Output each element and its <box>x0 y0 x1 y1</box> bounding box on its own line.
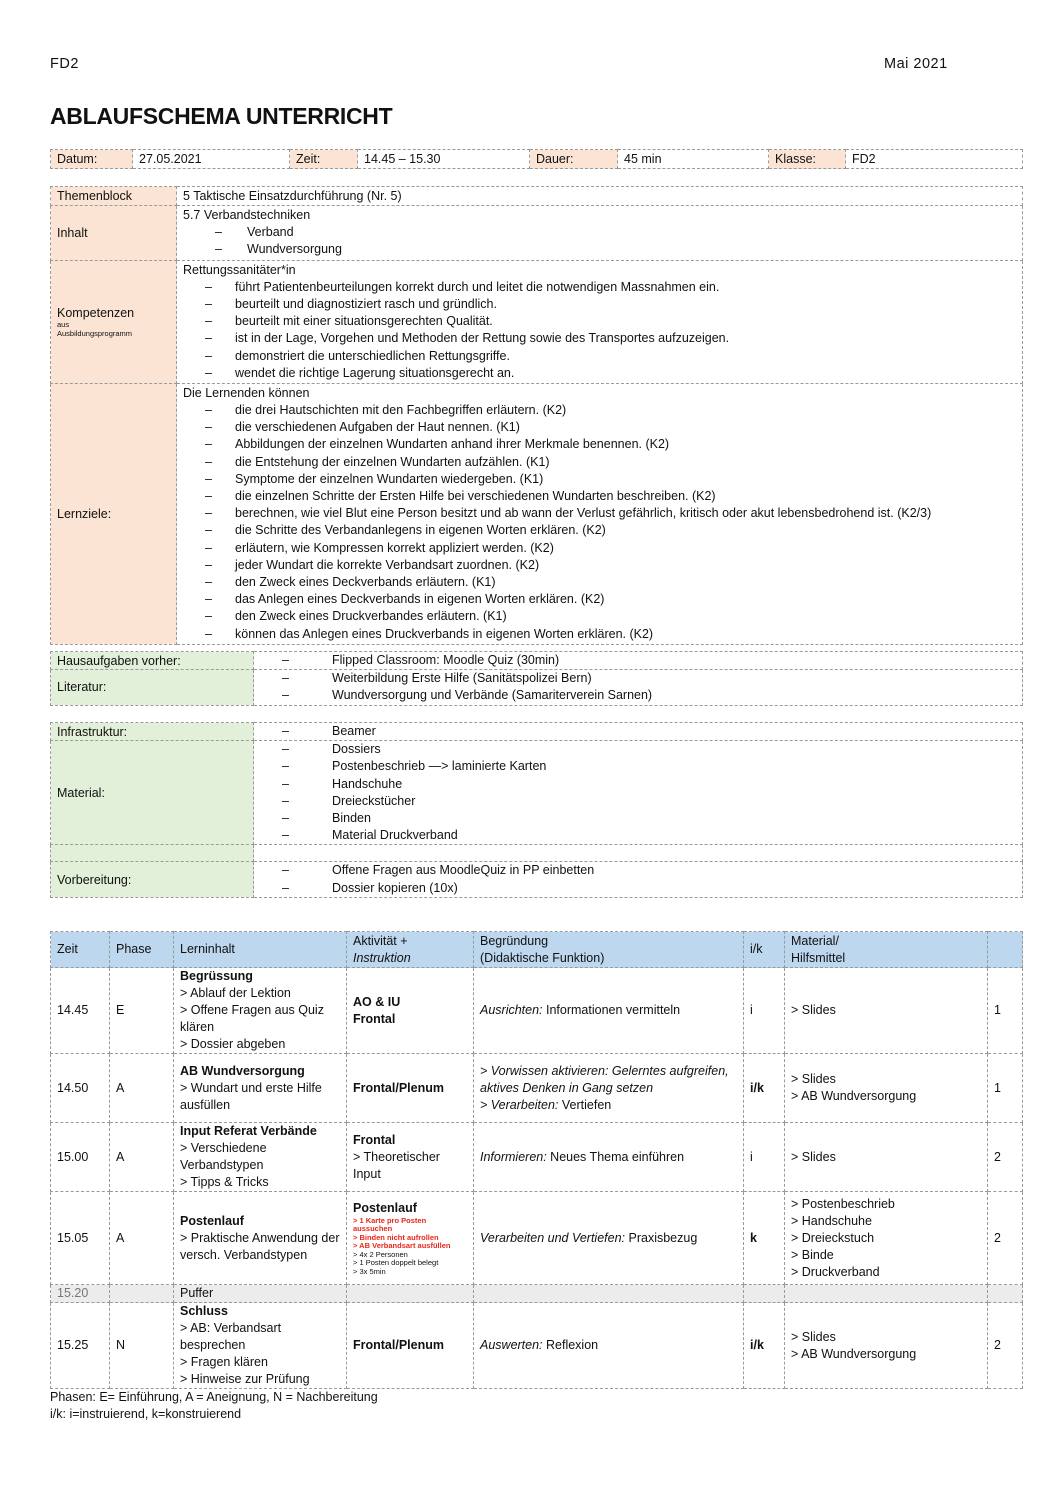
doc-code: FD2 <box>50 56 79 72</box>
table-row <box>51 1054 1023 1123</box>
schedule-table <box>50 931 1023 1389</box>
col-begruendung-line2: (Didaktische Funktion) <box>480 950 605 965</box>
row-phase: E <box>110 968 174 1054</box>
list-item: – beurteilt und diagnostiziert rasch und gründlich. <box>183 296 1016 313</box>
col-aktivitaet-line2: Instruktion <box>353 950 411 965</box>
row-material-line: > Slides <box>791 1149 836 1164</box>
row-lerninhalt-title: Postenlauf <box>180 1213 244 1228</box>
themenblock-label: Themenblock <box>51 187 177 206</box>
hausaufgaben-label: Hausaufgaben vorher: <box>51 652 254 670</box>
row-material-line: > AB Wundversorgung <box>791 1089 917 1103</box>
row-lerninhalt-line: > Fragen klären <box>180 1355 268 1369</box>
col-material <box>785 932 988 968</box>
row-lerninhalt-title: Begrüssung <box>180 969 253 983</box>
row-material-line: > Druckverband <box>791 1264 880 1279</box>
row-lerninhalt-line: > Praktische Anwendung der versch. Verbandstypen <box>180 1230 340 1262</box>
vorbereitung-content <box>254 862 1023 897</box>
list-item: – Abbildungen der einzelnen Wundarten anhand ihrer Merkmale benennen. (K2) <box>183 436 1016 453</box>
list-item: – Verband <box>183 224 1016 241</box>
row-material-line: > Slides <box>791 1003 836 1017</box>
row-num: 2 <box>988 1123 1023 1192</box>
list-item: – Postenbeschrieb —> laminierte Karten <box>260 758 1016 775</box>
list-item: – demonstriert die unterschiedlichen Rettungsgriffe. <box>183 348 1016 365</box>
list-item: – den Zweck eines Druckverbandes erläutern. (K1) <box>183 608 1016 625</box>
row-num: 1 <box>988 1054 1023 1123</box>
list-item: – das Anlegen eines Deckverbands in eigenen Worten erklären. (K2) <box>183 591 1016 608</box>
footer-phasen: Phasen: E= Einführung, A = Aneignung, N = Nachbereitung <box>50 1390 378 1404</box>
list-item: – Dossier kopieren (10x) <box>260 880 1016 897</box>
table-row <box>51 1192 1023 1285</box>
row-aktivitaet-line: > 1 Posten doppelt belegt <box>353 1258 439 1268</box>
list-item: – wendet die richtige Lagerung situationsgerecht an. <box>183 365 1016 382</box>
row-begruendung-text: Reflexion <box>542 1338 599 1352</box>
row-phase: A <box>110 1054 174 1123</box>
row-aktivitaet-line: Frontal/Plenum <box>353 1080 444 1095</box>
list-item: – Beamer <box>260 723 1016 740</box>
row-lerninhalt-line: > Offene Fragen aus Quiz klären <box>180 1003 324 1034</box>
lernziele-content <box>177 383 1023 644</box>
row-material <box>785 1123 988 1192</box>
col-ik: i/k <box>744 932 785 968</box>
row-material <box>785 1054 988 1123</box>
list-item: – Dossiers <box>260 741 1016 758</box>
hausaufgaben-content <box>254 652 1023 670</box>
row-phase: A <box>110 1192 174 1285</box>
row-begruendung <box>474 968 744 1054</box>
row-aktivitaet <box>347 1285 474 1303</box>
row-aktivitaet <box>347 1054 474 1123</box>
kompetenzen-content <box>177 260 1023 383</box>
page-title: ABLAUFSCHEMA UNTERRICHT <box>50 103 393 129</box>
list-item: – können das Anlegen eines Druckverbands in eigenen Worten erklären. (K2) <box>183 626 1016 643</box>
col-aktivitaet <box>347 932 474 968</box>
row-lerninhalt <box>174 968 347 1054</box>
row-begruendung-text: Neues Thema einführen <box>546 1149 685 1164</box>
material-content <box>254 741 1023 845</box>
row-aktivitaet-line: Frontal/Plenum <box>353 1338 444 1352</box>
list-item: – Handschuhe <box>260 776 1016 793</box>
klasse-label: Klasse: <box>769 150 846 169</box>
row-material-line: > Postenbeschrieb <box>791 1196 895 1211</box>
list-item: – die Schritte des Verbandanlegens in eigenen Worten erklären. (K2) <box>183 522 1016 539</box>
list-item: – ist in der Lage, Vorgehen und Methoden der Rettung sowie des Transportes aufzuzeigen. <box>183 330 1016 347</box>
row-zeit: 14.50 <box>51 1054 110 1123</box>
row-aktivitaet-line: > AB Verbandsart ausfüllen <box>353 1241 451 1251</box>
material-label: Material: <box>51 741 254 845</box>
list-item: – jeder Wundart die korrekte Verbandsart zuordnen. (K2) <box>183 557 1016 574</box>
row-begruendung <box>474 1303 744 1389</box>
list-item: – Wundversorgung <box>183 241 1016 258</box>
row-begruendung-key: Informieren: <box>480 1149 547 1164</box>
row-material-line: > Handschuhe <box>791 1213 872 1228</box>
row-aktivitaet-line: > Binden nicht aufrollen <box>353 1232 439 1242</box>
row-aktivitaet-line: Frontal <box>353 1011 396 1026</box>
list-item: – Offene Fragen aus MoodleQuiz in PP einbetten <box>260 862 1016 879</box>
list-item: – die verschiedenen Aufgaben der Haut nennen. (K1) <box>183 419 1016 436</box>
row-begruendung <box>474 1192 744 1285</box>
row-material-line: > Dreieckstuch <box>791 1230 875 1245</box>
row-lerninhalt-line: > Ablauf der Lektion <box>180 986 291 1000</box>
list-item: – erläutern, wie Kompressen korrekt appliziert werden. (K2) <box>183 540 1016 557</box>
row-aktivitaet-line: AO & IU <box>353 994 401 1009</box>
row-lerninhalt: Puffer <box>174 1285 347 1303</box>
themenblock-value: 5 Taktische Einsatzdurchführung (Nr. 5) <box>177 187 1023 206</box>
row-lerninhalt-title: AB Wundversorgung <box>180 1063 305 1078</box>
row-begruendung-text: Vertiefen <box>558 1097 612 1112</box>
col-num <box>988 932 1023 968</box>
row-num <box>988 1285 1023 1303</box>
row-begruendung-key: Auswerten: <box>480 1338 543 1352</box>
row-zeit: 15.25 <box>51 1303 110 1389</box>
row-begruendung-key: Ausrichten: <box>480 1003 543 1017</box>
row-material-line: > AB Wundversorgung <box>791 1346 917 1361</box>
col-zeit: Zeit <box>51 932 110 968</box>
col-phase: Phase <box>110 932 174 968</box>
row-begruendung <box>474 1054 744 1123</box>
list-item: – den Zweck eines Deckverbands erläutern. (K1) <box>183 574 1016 591</box>
list-item: – die drei Hautschichten mit den Fachbegriffen erläutern. (K2) <box>183 402 1016 419</box>
row-ik: i <box>744 1123 785 1192</box>
list-item: – Flipped Classroom: Moodle Quiz (30min) <box>260 652 1016 669</box>
row-begruendung-key: > Verarbeiten: <box>480 1097 559 1112</box>
row-zeit: 15.00 <box>51 1123 110 1192</box>
dauer-value: 45 min <box>618 150 769 169</box>
row-begruendung <box>474 1285 744 1303</box>
row-ik: i/k <box>744 1303 785 1389</box>
list-item: – Material Druckverband <box>260 827 1016 844</box>
vorbereitung-label: Vorbereitung: <box>51 862 254 897</box>
doc-date: Mai 2021 <box>884 56 948 72</box>
zeit-value: 14.45 – 15.30 <box>358 150 530 169</box>
row-phase: A <box>110 1123 174 1192</box>
empty-label <box>51 845 254 862</box>
kompetenzen-title: Rettungssanitäter*in <box>183 262 296 277</box>
list-item: – die einzelnen Schritte der Ersten Hilfe bei verschiedenen Wundarten beschreiben. (K2) <box>183 488 1016 505</box>
table-row <box>51 968 1023 1054</box>
footer-ik: i/k: i=instruierend, k=konstruierend <box>50 1407 242 1421</box>
row-lerninhalt <box>174 1192 347 1285</box>
list-item: – berechnen, wie viel Blut eine Person besitzt und ab wann der Verlust gefährlich, kritisch oder akut lebensbedrohend ist. (K2/3) <box>183 505 1016 522</box>
row-ik: k <box>744 1192 785 1285</box>
dauer-label: Dauer: <box>530 150 618 169</box>
row-begruendung-text: Informationen vermitteln <box>542 1003 681 1017</box>
row-aktivitaet-title: Postenlauf <box>353 1201 417 1216</box>
row-begruendung-text: Praxisbezug <box>625 1230 698 1245</box>
kompetenzen-label-cell <box>51 260 177 383</box>
row-num: 2 <box>988 1192 1023 1285</box>
datum-value: 27.05.2021 <box>133 150 290 169</box>
row-aktivitaet <box>347 1123 474 1192</box>
row-aktivitaet-line: > 1 Karte pro Posten aussuchen <box>353 1216 427 1234</box>
list-item: – beurteilt mit einer situationsgerechten Qualität. <box>183 313 1016 330</box>
row-lerninhalt <box>174 1123 347 1192</box>
list-item: – Wundversorgung und Verbände (Samariterverein Sarnen) <box>260 687 1016 704</box>
row-ik: i/k <box>744 1054 785 1123</box>
list-item: – Binden <box>260 810 1016 827</box>
row-material <box>785 968 988 1054</box>
resources-table <box>50 722 1023 898</box>
row-lerninhalt-title: Input Referat Verbände <box>180 1124 317 1138</box>
row-num: 2 <box>988 1303 1023 1389</box>
col-begruendung-line1: Begründung <box>480 933 549 948</box>
col-material-line1: Material/ <box>791 933 839 948</box>
list-item: – führt Patientenbeurteilungen korrekt durch und leitet die notwendigen Massnahmen ein. <box>183 279 1016 296</box>
row-lerninhalt-line: > Hinweise zur Prüfung <box>180 1372 310 1386</box>
row-lerninhalt <box>174 1303 347 1389</box>
table-row <box>51 1123 1023 1192</box>
row-material <box>785 1192 988 1285</box>
datum-label: Datum: <box>51 150 133 169</box>
klasse-value: FD2 <box>846 150 1023 169</box>
row-zeit: 14.45 <box>51 968 110 1054</box>
col-lerninhalt: Lerninhalt <box>174 932 347 968</box>
kompetenzen-sub2: Ausbildungsprogramm <box>57 328 133 338</box>
kompetenzen-label: Kompetenzen <box>57 305 135 320</box>
row-aktivitaet-line: > 4x 2 Personen <box>353 1249 408 1259</box>
inhalt-content <box>177 206 1023 261</box>
row-lerninhalt <box>174 1054 347 1123</box>
row-aktivitaet <box>347 968 474 1054</box>
row-begruendung-line: > Vorwissen aktivieren: Gelerntes aufgreifen, aktives Denken in Gang setzen <box>480 1063 729 1095</box>
row-zeit: 15.20 <box>51 1285 110 1303</box>
row-lerninhalt-line: > Tipps & Tricks <box>180 1175 269 1189</box>
row-aktivitaet-line: > Theoretischer Input <box>353 1149 440 1181</box>
row-material-line: > Slides <box>791 1072 836 1086</box>
row-aktivitaet-title: Frontal <box>353 1132 396 1147</box>
row-phase <box>110 1285 174 1303</box>
row-begruendung-key: Verarbeiten und Vertiefen: <box>480 1230 626 1245</box>
kompetenzen-sub1: aus <box>57 319 70 329</box>
empty-content <box>254 845 1023 862</box>
row-aktivitaet-line: > 3x 5min <box>353 1266 386 1276</box>
literatur-label: Literatur: <box>51 670 254 705</box>
inhalt-label: Inhalt <box>51 206 177 261</box>
list-item: – die Entstehung der einzelnen Wundarten aufzählen. (K1) <box>183 454 1016 471</box>
row-ik <box>744 1285 785 1303</box>
row-lerninhalt-line: > Verschiedene Verbandstypen <box>180 1141 267 1172</box>
row-aktivitaet <box>347 1303 474 1389</box>
row-phase: N <box>110 1303 174 1389</box>
col-aktivitaet-line1: Aktivität + <box>353 933 408 948</box>
row-lerninhalt-title: Schluss <box>180 1304 228 1318</box>
row-lerninhalt-line: > Wundart und erste Hilfe ausfüllen <box>180 1080 322 1112</box>
lernziele-title: Die Lernenden können <box>183 385 310 400</box>
meta-table <box>50 149 1023 169</box>
row-material <box>785 1285 988 1303</box>
infrastruktur-label: Infrastruktur: <box>51 723 254 741</box>
row-material <box>785 1303 988 1389</box>
lernziele-label: Lernziele: <box>51 383 177 644</box>
row-material-line: > Binde <box>791 1247 834 1262</box>
col-begruendung <box>474 932 744 968</box>
list-item: – Weiterbildung Erste Hilfe (Sanitätspolizei Bern) <box>260 670 1016 687</box>
list-item: – Dreieckstücher <box>260 793 1016 810</box>
row-lerninhalt-line: > Dossier abgeben <box>180 1037 286 1051</box>
infrastruktur-content <box>254 723 1023 741</box>
row-zeit: 15.05 <box>51 1192 110 1285</box>
homework-table <box>50 651 1023 706</box>
inhalt-title: 5.7 Verbandstechniken <box>183 208 311 222</box>
list-item: – Symptome der einzelnen Wundarten wiedergeben. (K1) <box>183 471 1016 488</box>
row-ik: i <box>744 968 785 1054</box>
info-table <box>50 186 1023 645</box>
row-lerninhalt-line: > AB: Verbandsart besprechen <box>180 1321 282 1352</box>
row-num: 1 <box>988 968 1023 1054</box>
zeit-label: Zeit: <box>290 150 358 169</box>
table-row <box>51 1285 1023 1303</box>
row-aktivitaet <box>347 1192 474 1285</box>
literatur-content <box>254 670 1023 705</box>
col-material-line2: Hilfsmittel <box>791 950 846 965</box>
row-material-line: > Slides <box>791 1329 836 1344</box>
table-row <box>51 1303 1023 1389</box>
row-begruendung <box>474 1123 744 1192</box>
